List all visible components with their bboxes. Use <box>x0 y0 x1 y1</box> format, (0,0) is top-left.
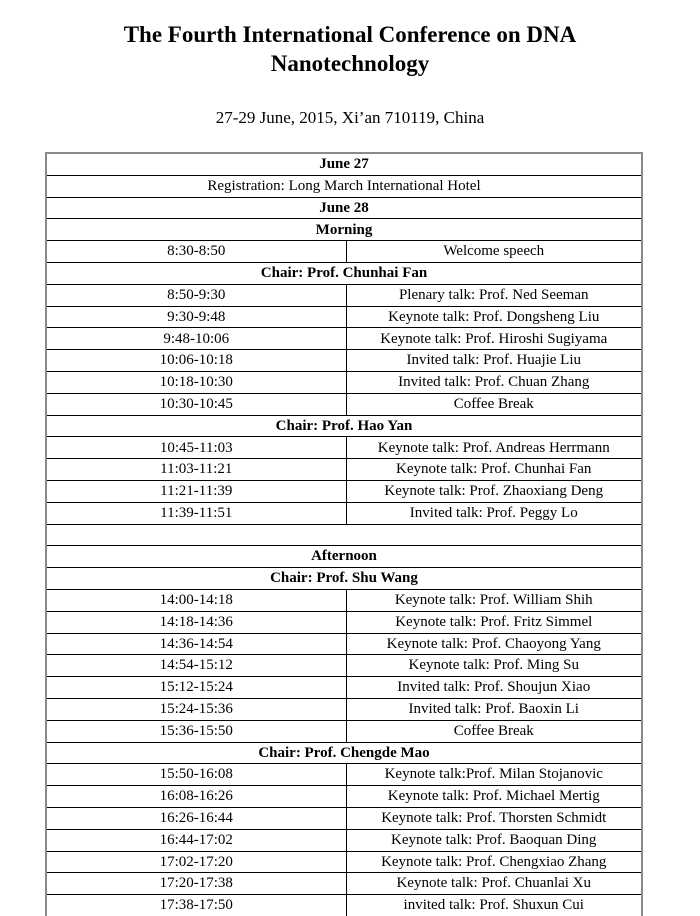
time-cell: 15:12-15:24 <box>46 677 346 699</box>
schedule-row <box>46 851 642 873</box>
time-cell: 15:24-15:36 <box>46 698 346 720</box>
schedule-row <box>46 284 642 306</box>
event-cell: Keynote talk: Prof. Chuanlai Xu <box>346 873 642 895</box>
schedule-row <box>46 437 642 459</box>
time-cell: 11:21-11:39 <box>46 480 346 502</box>
event-cell: Keynote talk: Prof. Baoquan Ding <box>346 829 642 851</box>
section-header-cell: Afternoon <box>46 546 642 568</box>
event-cell: Keynote talk: Prof. Michael Mertig <box>346 786 642 808</box>
event-cell: Keynote talk: Prof. Chunhai Fan <box>346 459 642 481</box>
event-cell: Invited talk: Prof. Huajie Liu <box>346 350 642 372</box>
section-header-cell: Chair: Prof. Chengde Mao <box>46 742 642 764</box>
event-cell: Invited talk: Prof. Peggy Lo <box>346 502 642 524</box>
schedule-row <box>46 197 642 219</box>
time-cell: 16:26-16:44 <box>46 807 346 829</box>
section-header-cell: Chair: Prof. Hao Yan <box>46 415 642 437</box>
schedule-row <box>46 350 642 372</box>
event-cell: Keynote talk: Prof. Fritz Simmel <box>346 611 642 633</box>
schedule-row <box>46 698 642 720</box>
schedule-row <box>46 568 642 590</box>
event-cell: Coffee Break <box>346 393 642 415</box>
time-cell: 11:39-11:51 <box>46 502 346 524</box>
event-cell: Keynote talk: Prof. Thorsten Schmidt <box>346 807 642 829</box>
spacer-cell <box>46 524 642 546</box>
event-cell: Keynote talk: Prof. Dongsheng Liu <box>346 306 642 328</box>
event-cell: Keynote talk: Prof. Ming Su <box>346 655 642 677</box>
section-header-cell: Chair: Prof. Chunhai Fan <box>46 262 642 284</box>
schedule-row <box>46 524 642 546</box>
event-cell: Keynote talk: Prof. William Shih <box>346 589 642 611</box>
event-cell: Coffee Break <box>346 720 642 742</box>
schedule-row <box>46 415 642 437</box>
conference-title: The Fourth International Conference on DNA Nanotechnology <box>123 22 577 76</box>
section-header-cell: June 28 <box>46 197 642 219</box>
time-cell: 17:02-17:20 <box>46 851 346 873</box>
time-cell: 16:08-16:26 <box>46 786 346 808</box>
event-cell: Invited talk: Prof. Chuan Zhang <box>346 371 642 393</box>
schedule-row <box>46 895 642 916</box>
section-header-cell: Chair: Prof. Shu Wang <box>46 568 642 590</box>
schedule-row <box>46 459 642 481</box>
time-cell: 17:38-17:50 <box>46 895 346 916</box>
time-cell: 14:36-14:54 <box>46 633 346 655</box>
schedule-row <box>46 829 642 851</box>
schedule-row <box>46 546 642 568</box>
schedule-row <box>46 720 642 742</box>
event-cell: Plenary talk: Prof. Ned Seeman <box>346 284 642 306</box>
event-cell: Invited talk: Prof. Baoxin Li <box>346 698 642 720</box>
schedule-row <box>46 219 642 241</box>
time-cell: 17:20-17:38 <box>46 873 346 895</box>
schedule-row <box>46 633 642 655</box>
section-header-cell: June 27 <box>46 153 642 175</box>
event-cell: Keynote talk: Prof. Hiroshi Sugiyama <box>346 328 642 350</box>
schedule-row <box>46 764 642 786</box>
schedule-row <box>46 328 642 350</box>
schedule-row <box>46 677 642 699</box>
event-cell: Welcome speech <box>346 241 642 263</box>
schedule-row <box>46 153 642 175</box>
time-cell: 8:30-8:50 <box>46 241 346 263</box>
event-cell: Keynote talk: Prof. Andreas Herrmann <box>346 437 642 459</box>
event-cell: invited talk: Prof. Shuxun Cui <box>346 895 642 916</box>
schedule-row <box>46 480 642 502</box>
section-header-cell: Morning <box>46 219 642 241</box>
event-cell: Invited talk: Prof. Shoujun Xiao <box>346 677 642 699</box>
event-cell: Keynote talk:Prof. Milan Stojanovic <box>346 764 642 786</box>
time-cell: 11:03-11:21 <box>46 459 346 481</box>
schedule-row <box>46 502 642 524</box>
schedule-row <box>46 786 642 808</box>
time-cell: 10:06-10:18 <box>46 350 346 372</box>
time-cell: 14:00-14:18 <box>46 589 346 611</box>
section-header-cell: Registration: Long March International Hotel <box>46 175 642 197</box>
schedule-row <box>46 262 642 284</box>
schedule-row <box>46 807 642 829</box>
time-cell: 8:50-9:30 <box>46 284 346 306</box>
time-cell: 14:54-15:12 <box>46 655 346 677</box>
time-cell: 15:36-15:50 <box>46 720 346 742</box>
time-cell: 15:50-16:08 <box>46 764 346 786</box>
schedule-table-body <box>46 153 642 916</box>
schedule-table <box>45 152 643 916</box>
event-cell: Keynote talk: Prof. Zhaoxiang Deng <box>346 480 642 502</box>
schedule-row <box>46 175 642 197</box>
schedule-row <box>46 611 642 633</box>
time-cell: 10:18-10:30 <box>46 371 346 393</box>
event-cell: Keynote talk: Prof. Chaoyong Yang <box>346 633 642 655</box>
event-cell: Keynote talk: Prof. Chengxiao Zhang <box>346 851 642 873</box>
time-cell: 14:18-14:36 <box>46 611 346 633</box>
time-cell: 10:45-11:03 <box>46 437 346 459</box>
schedule-row <box>46 873 642 895</box>
time-cell: 10:30-10:45 <box>46 393 346 415</box>
schedule-row <box>46 306 642 328</box>
schedule-row <box>46 655 642 677</box>
schedule-row <box>46 589 642 611</box>
conference-date-location: 27-29 June, 2015, Xi’an 710119, China <box>215 108 485 127</box>
time-cell: 9:48-10:06 <box>46 328 346 350</box>
schedule-row <box>46 241 642 263</box>
schedule-row <box>46 393 642 415</box>
schedule-row <box>46 742 642 764</box>
schedule-row <box>46 371 642 393</box>
time-cell: 9:30-9:48 <box>46 306 346 328</box>
time-cell: 16:44-17:02 <box>46 829 346 851</box>
